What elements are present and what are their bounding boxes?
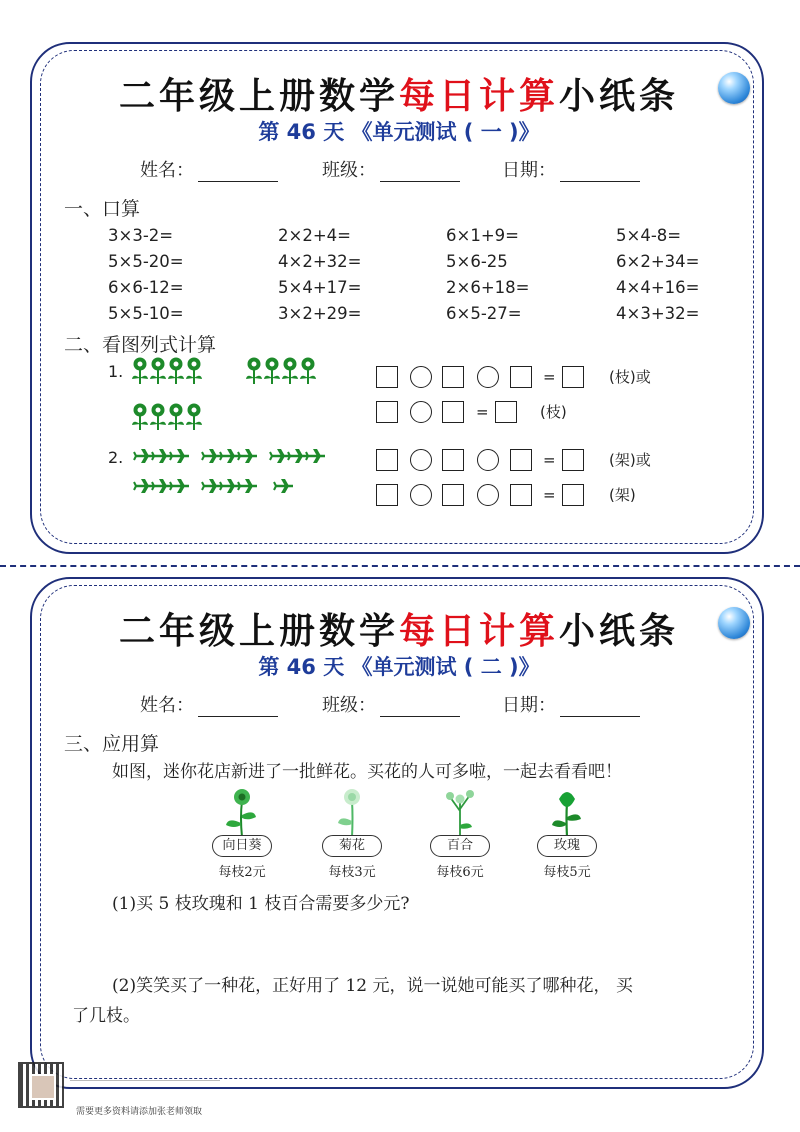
equals-sign: =	[543, 486, 556, 504]
card-title: 二年级上册数学每日计算小纸条	[118, 611, 680, 652]
class-field[interactable]: 班级：	[322, 156, 460, 182]
flower-price: 每枝2元	[218, 865, 266, 880]
oral-expression: 6×1+9=	[446, 226, 519, 245]
airplane-icon	[202, 449, 221, 463]
answer-box[interactable]	[510, 449, 532, 471]
operator-circle[interactable]	[410, 449, 432, 471]
question-2-line-1: (2)笑笑买了一种花，正好用了 12 元，说一说她可能买了哪种花， 买	[112, 976, 633, 996]
flower-icon	[264, 358, 280, 385]
name-field[interactable]: 姓名：	[140, 156, 278, 182]
worksheet-card-1	[30, 42, 764, 554]
equals-sign: =	[476, 403, 489, 421]
cut-line	[0, 565, 800, 567]
flower-icon	[168, 404, 184, 431]
chrysanthemum-icon	[322, 787, 382, 839]
oral-expression: 3×3-2=	[108, 226, 174, 245]
answer-box[interactable]	[442, 366, 464, 388]
answer-box[interactable]	[376, 401, 398, 423]
worksheet-card-2	[30, 577, 764, 1089]
divider	[70, 1080, 220, 1081]
flower-icon	[300, 358, 316, 385]
operator-circle[interactable]	[410, 484, 432, 506]
sunflower-icon	[212, 787, 272, 839]
oral-expression: 5×5-10=	[108, 304, 184, 323]
answer-box[interactable]	[495, 401, 517, 423]
oral-expression: 6×6-12=	[108, 278, 184, 297]
oral-expression: 6×2+34=	[616, 252, 700, 271]
answer-box[interactable]	[562, 366, 584, 388]
operator-circle[interactable]	[410, 366, 432, 388]
flower-icon	[186, 404, 202, 431]
date-field[interactable]: 日期：	[502, 156, 640, 182]
flower-price: 每枝3元	[328, 865, 376, 880]
oral-expression: 5×5-20=	[108, 252, 184, 271]
airplane-icon	[134, 449, 153, 463]
airplane-icon	[238, 449, 257, 463]
avatar	[30, 1074, 56, 1100]
flower-price: 每枝5元	[543, 865, 591, 880]
airplane-icon	[170, 449, 189, 463]
answer-box[interactable]	[376, 449, 398, 471]
card-title: 二年级上册数学每日计算小纸条	[118, 76, 680, 117]
airplane-icon	[306, 449, 325, 463]
airplane-icon	[134, 479, 153, 493]
problem-1-number: 1.	[108, 362, 124, 381]
question-2-line-2: 了几枝。	[72, 1006, 140, 1026]
operator-circle[interactable]	[477, 484, 499, 506]
operator-circle[interactable]	[477, 449, 499, 471]
decorative-ball-icon	[718, 607, 750, 639]
problem-intro: 如图，迷你花店新进了一批鲜花。买花的人可多啦，一起去看看吧！	[112, 762, 622, 782]
flower-icon	[150, 404, 166, 431]
flower-icon	[132, 358, 148, 385]
class-field[interactable]: 班级：	[322, 691, 460, 717]
oral-expression: 4×3+32=	[616, 304, 700, 323]
footer-note: 需要更多资料请添加张老师领取	[76, 1107, 203, 1117]
answer-box[interactable]	[510, 366, 532, 388]
oral-expression: 4×4+16=	[616, 278, 700, 297]
unit-label: (架)	[609, 486, 636, 504]
section-heading-oral: 一、口算	[64, 198, 141, 220]
lily-icon	[430, 787, 490, 839]
oral-expression: 2×2+4=	[278, 226, 351, 245]
decorative-ball-icon	[718, 72, 750, 104]
airplane-icon	[288, 449, 307, 463]
airplane-picture	[130, 442, 360, 502]
unit-label: (架)或	[609, 451, 651, 469]
flower-name-tag: 菊花	[322, 835, 382, 857]
equals-sign: =	[543, 451, 556, 469]
card-subtitle: 第 46 天 《单元测试 ( 二 )》	[258, 655, 540, 679]
date-field[interactable]: 日期：	[502, 691, 640, 717]
oral-expression: 5×4-8=	[616, 226, 682, 245]
oral-expression: 6×5-27=	[446, 304, 522, 323]
airplane-icon	[152, 479, 171, 493]
answer-box[interactable]	[562, 449, 584, 471]
oral-expression: 3×2+29=	[278, 304, 362, 323]
answer-box[interactable]	[376, 366, 398, 388]
rose-icon	[537, 787, 597, 839]
answer-box[interactable]	[442, 484, 464, 506]
airplane-icon	[170, 479, 189, 493]
problem-2-number: 2.	[108, 448, 124, 467]
section-heading-application: 三、应用算	[64, 733, 160, 755]
airplane-icon	[274, 479, 293, 493]
operator-circle[interactable]	[477, 366, 499, 388]
oral-expression: 5×6-25	[446, 252, 508, 271]
equals-sign: =	[543, 368, 556, 386]
airplane-icon	[270, 449, 289, 463]
airplane-icon	[220, 479, 239, 493]
flower-icon	[186, 358, 202, 385]
airplane-icon	[152, 449, 171, 463]
answer-box[interactable]	[442, 401, 464, 423]
flower-picture	[130, 352, 370, 442]
flower-icon	[282, 358, 298, 385]
section-heading-pictures: 二、看图列式计算	[64, 334, 217, 356]
flower-name-tag: 百合	[430, 835, 490, 857]
flower-name-tag: 玫瑰	[537, 835, 597, 857]
airplane-icon	[238, 479, 257, 493]
unit-label: (枝)或	[609, 368, 651, 386]
airplane-icon	[202, 479, 221, 493]
flower-icon	[168, 358, 184, 385]
name-field[interactable]: 姓名：	[140, 691, 278, 717]
flower-price: 每枝6元	[436, 865, 484, 880]
flower-icon	[132, 404, 148, 431]
answer-box[interactable]	[376, 484, 398, 506]
flower-icon	[246, 358, 262, 385]
answer-box[interactable]	[442, 449, 464, 471]
operator-circle[interactable]	[410, 401, 432, 423]
airplane-icon	[220, 449, 239, 463]
answer-box[interactable]	[510, 484, 532, 506]
oral-expression: 4×2+32=	[278, 252, 362, 271]
answer-box[interactable]	[562, 484, 584, 506]
flower-name-tag: 向日葵	[212, 835, 272, 857]
card-subtitle: 第 46 天 《单元测试 ( 一 )》	[258, 120, 540, 144]
flower-icon	[150, 358, 166, 385]
unit-label: (枝)	[540, 403, 567, 421]
question-1: (1)买 5 枝玫瑰和 1 枝百合需要多少元?	[112, 894, 410, 914]
oral-expression: 5×4+17=	[278, 278, 362, 297]
oral-expression: 2×6+18=	[446, 278, 530, 297]
